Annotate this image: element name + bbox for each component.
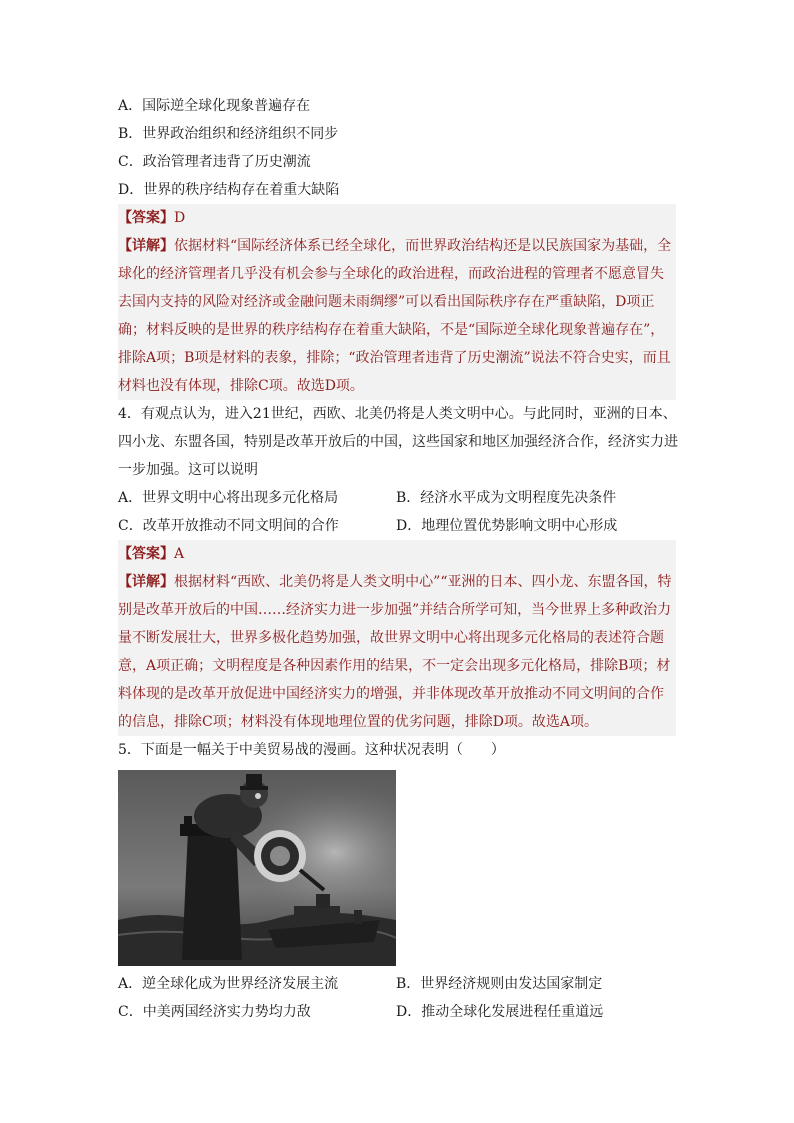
answer-tag: 【答案】 [118,546,174,562]
q5-option-c: C．中美两国经济实力势均力敌 [118,1004,311,1020]
q4-option-d: D．地理位置优势影响文明中心形成 [396,518,618,534]
q4-option-a: A．世界文明中心将出现多元化格局 [118,490,339,506]
q5-option-a: A．逆全球化成为世界经济发展主流 [118,976,339,992]
q3-option-a: A．国际逆全球化现象普遍存在 [118,98,311,114]
answer-tag: 【答案】 [118,210,174,226]
q4-option-b: B．经济水平成为文明程度先决条件 [396,490,617,506]
q5-stem: 5．下面是一幅关于中美贸易战的漫画。这种状况表明（ ） [118,742,505,758]
trade-war-cartoon-image [118,770,396,966]
q3-answer-block [118,204,676,400]
q3-option-d: D．世界的秩序结构存在着重大缺陷 [118,182,340,198]
q4-detail [118,568,676,736]
q5-options-row-1 [118,970,678,998]
q4-answer-block [118,540,676,736]
q4-stem: 4．有观点认为，进入21世纪，西欧、北美仍将是人类文明中心。与此同时，亚洲的日本、四小龙、东盟各国，特别是改革开放后的中国，这些国家和地区加强经济合作，经济实力进一步加强。这可以说明 [118,406,678,478]
q4-option-c: C．改革开放推动不同文明间的合作 [118,518,339,534]
q5-options-row-2 [118,998,678,1026]
detail-text: 根据材料“西欧、北美仍将是人类文明中心”“亚洲的日本、四小龙、东盟各国，特别是改革开放后的中国……经济实力进一步加强”并结合所学可知，当今世界上多种政治力量不断发展壮大，世界多极化趋势加强，故世界文明中心将出现多元化格局的表述符合题意，A项正确；文明程度是各种因素作用的结果，不一定会出现多元化格局，排除B项；材料体现的是改革开放促进中国经济实力的增强，并非体现改革开放推动不同文明间的合作的信息，排除C项；材料没有体现地理位置的优劣问题，排除D项。故选A项。 [118,574,672,730]
q3-detail [118,232,676,400]
q4-answer [118,540,676,568]
answer-value: D [174,210,186,226]
q4-options-row-1 [118,484,678,512]
q3-option-b: B．世界政治组织和经济组织不同步 [118,126,339,142]
detail-tag: 【详解】 [118,574,174,590]
q3-answer [118,204,676,232]
detail-tag: 【详解】 [118,238,174,254]
exam-page [118,92,678,1026]
answer-value: A [174,546,185,562]
q5-option-b: B．世界经济规则由发达国家制定 [396,976,603,992]
q4-options-row-2 [118,512,678,540]
q5-option-d: D．推动全球化发展进程任重道远 [396,1004,604,1020]
detail-text: 依据材料“国际经济体系已经全球化，而世界政治结构还是以民族国家为基础，全球化的经济管理者几乎没有机会参与全球化的政治进程，而政治进程的管理者不愿意冒失去国内支持的风险对经济或金融问题未雨绸缪”可以看出国际秩序存在严重缺陷，D项正确；材料反映的是世界的秩序结构存在着重大缺陷，不是“国际逆全球化现象普遍存在”，排除A项；B项是材料的表象，排除；“政治管理者违背了历史潮流”说法不符合史实，而且材料也没有体现，排除C项。故选D项。 [118,238,672,394]
q3-option-c: C．政治管理者违背了历史潮流 [118,154,311,170]
